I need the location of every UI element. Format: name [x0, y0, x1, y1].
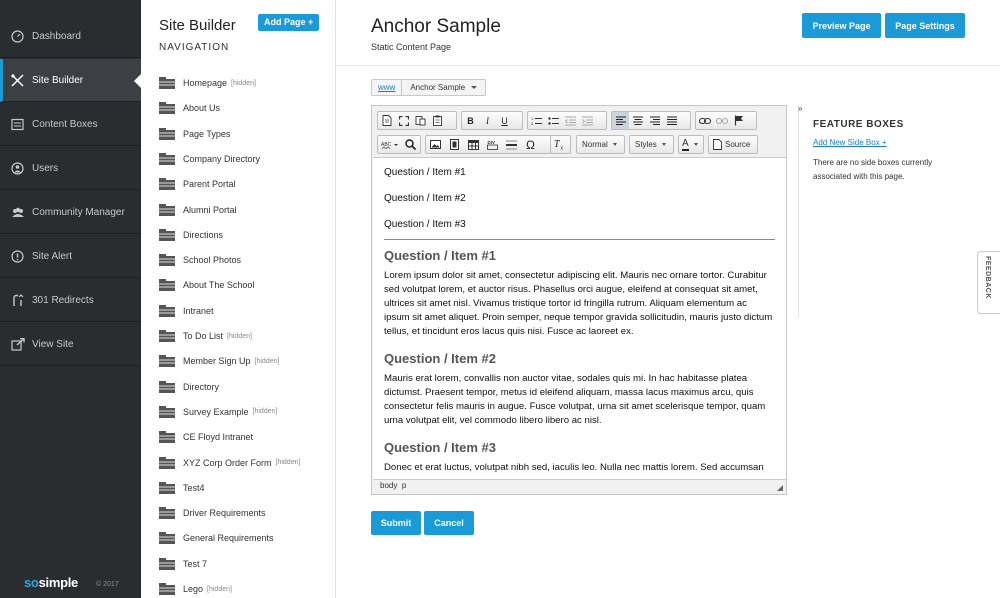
numbered-list-icon[interactable] [528, 112, 545, 129]
bold-button[interactable]: B [467, 115, 474, 126]
page-stack-icon [159, 583, 175, 595]
submit-button[interactable]: Submit [371, 511, 421, 535]
nav-tree-item-label: About The School [183, 280, 255, 291]
nav-tree-item[interactable] [159, 581, 232, 597]
align-justify-icon[interactable] [663, 112, 680, 129]
chevron-down-icon [694, 143, 698, 146]
page-stack-icon [159, 558, 175, 570]
nav-tree-item-label: Member Sign Up [183, 356, 251, 367]
source-document-icon [713, 139, 722, 150]
sidebar-item-label: Users [32, 162, 59, 174]
nav-tree-item-label: To Do List [183, 331, 224, 341]
sidebar-item-label: 301 Redirects [32, 294, 94, 306]
anchor-link-1[interactable]: Question / Item #1 [384, 167, 466, 178]
find-icon[interactable] [402, 136, 419, 153]
element-path [380, 481, 406, 490]
italic-button[interactable]: I [486, 115, 489, 126]
toolbar-group-links [695, 111, 757, 130]
align-right-icon[interactable] [646, 112, 663, 129]
link-icon[interactable] [696, 112, 713, 129]
nav-tree-item[interactable] [159, 126, 230, 142]
hidden-badge: [hidden] [254, 357, 280, 365]
page-type-subtitle: Static Content Page [371, 42, 452, 52]
rich-text-editor [371, 105, 787, 495]
page-stack-icon [159, 178, 175, 190]
nav-tree-item-label: CE Floyd Intranet [183, 432, 254, 443]
outdent-icon[interactable] [562, 112, 579, 129]
content-box-icon [10, 117, 25, 132]
nav-tree-item-label: Alumni Portal [183, 204, 237, 215]
sidebar-item-301-redirects[interactable] [0, 279, 141, 322]
sidebar-item-community-manager[interactable] [0, 191, 141, 234]
nav-tree-item[interactable] [159, 176, 236, 192]
page-stack-icon [159, 406, 175, 418]
horizontal-line-icon[interactable] [502, 136, 521, 153]
add-page-button[interactable]: Add Page + [258, 14, 319, 31]
page-stack-icon [159, 507, 175, 519]
page-stack-icon [159, 279, 175, 291]
sidebar-item-label: Site Alert [32, 250, 73, 262]
nav-tree-item[interactable] [159, 100, 220, 116]
path-p[interactable]: p [401, 481, 407, 490]
sidebar-item-site-alert[interactable] [0, 235, 141, 278]
nav-tree-item-label: Homepage [183, 78, 228, 88]
page-stack-icon [159, 457, 175, 469]
table-icon[interactable] [464, 136, 483, 153]
page-stack-icon [159, 482, 175, 494]
anchor-flag-icon[interactable] [730, 112, 747, 129]
source-button[interactable]: Source [708, 135, 758, 154]
remove-format-icon[interactable] [551, 136, 568, 153]
sidebar-item-site-builder[interactable] [0, 59, 141, 102]
new-page-icon[interactable] [378, 112, 395, 129]
nav-tree-item-label: Lego [183, 584, 204, 594]
nav-tree-item[interactable] [159, 151, 260, 167]
maximize-icon[interactable] [395, 112, 412, 129]
nav-tree-item-label: Directory [183, 381, 220, 392]
external-link-icon [10, 337, 25, 352]
page-stack-icon [159, 355, 175, 367]
div-container-icon[interactable] [483, 136, 502, 153]
breadcrumb [371, 79, 486, 96]
nav-tree-item[interactable] [159, 480, 205, 496]
panel-title: Site Builder [159, 17, 236, 34]
section-body: Donec et erat luctus, volutpat nibh sed, iaculis leo. Nulla nec mattis lorem. Sed accumsan [384, 462, 764, 473]
nav-tree-item-label: Intranet [183, 305, 214, 316]
paste-text-icon[interactable] [412, 112, 429, 129]
nav-tree-item-label: Test 7 [183, 558, 208, 569]
nav-tree-item[interactable] [159, 379, 219, 395]
page-stack-icon [159, 305, 175, 317]
community-icon [10, 205, 25, 220]
text-color-icon: A [682, 137, 689, 149]
svg-text:1: 1 [531, 115, 534, 121]
nav-tree-item[interactable] [159, 530, 274, 546]
nav-tree-item[interactable] [159, 277, 254, 293]
feature-boxes-title: FEATURE BOXES [813, 119, 904, 130]
nav-tree-item[interactable] [159, 505, 266, 521]
section-heading: Question / Item #1 [384, 248, 496, 263]
svg-text:x: x [560, 145, 563, 150]
unlink-icon[interactable] [713, 112, 730, 129]
hidden-badge: [hidden] [207, 585, 232, 593]
styles-select[interactable]: Styles [629, 135, 674, 154]
section-heading: Question / Item #3 [384, 440, 496, 455]
page-stack-icon [159, 254, 175, 266]
resize-handle[interactable] [777, 485, 783, 491]
toolbar-group-basic-styles [461, 111, 523, 130]
underline-button[interactable]: U [501, 115, 508, 126]
nav-tree-item[interactable] [159, 303, 214, 319]
nav-tree-item-label: XYZ Corp Order Form [183, 457, 272, 468]
chevron-down-icon [471, 86, 477, 89]
nav-tree-item-label: Page Types [183, 128, 231, 139]
hidden-badge: [hidden] [275, 459, 301, 466]
bulleted-list-icon[interactable] [545, 112, 562, 129]
nav-tree-item-label: Parent Portal [183, 179, 236, 190]
user-icon [10, 161, 25, 176]
nav-tree-item[interactable] [159, 404, 277, 420]
page-stack-icon [159, 204, 175, 216]
paste-word-icon[interactable] [429, 112, 446, 129]
chevron-down-icon [613, 143, 617, 146]
feature-boxes-divider [798, 105, 799, 317]
navigation-heading: NAVIGATION [159, 42, 230, 53]
sidebar-item-users[interactable] [0, 147, 141, 190]
add-side-box-link[interactable]: Add New Side Box + [813, 138, 887, 147]
spellcheck-dropdown[interactable] [378, 136, 402, 153]
page-stack-icon [159, 330, 175, 342]
nav-tree-item[interactable] [159, 328, 252, 344]
dashboard-gauge-icon [10, 29, 25, 44]
nav-tree-item-label: School Photos [183, 255, 242, 266]
chevron-down-icon [662, 143, 666, 146]
breadcrumb-root-link[interactable]: www [372, 80, 402, 95]
toolbar-group-lists [527, 111, 607, 130]
sidebar-item-label: Content Boxes [32, 118, 98, 130]
toolbar-group-alignment [611, 111, 691, 130]
toolbar-group-insert [425, 135, 559, 154]
svg-text:DIV: DIV [487, 140, 496, 145]
svg-text:T: T [554, 139, 560, 150]
breadcrumb-current-dropdown[interactable]: Anchor Sample [402, 83, 485, 92]
page-stack-icon [159, 128, 175, 140]
toolbar-group-spellcheck [377, 135, 421, 154]
toolbar-group-document [377, 111, 457, 130]
page-title: Anchor Sample [371, 16, 501, 37]
media-icon[interactable] [445, 136, 464, 153]
collapse-toggle-icon[interactable]: » [798, 104, 803, 113]
toolbar-group-clear [550, 135, 571, 154]
page-stack-icon [159, 102, 175, 114]
content-divider [384, 239, 775, 240]
alert-icon [10, 249, 25, 264]
nav-tree-item[interactable] [159, 353, 279, 369]
preview-page-button[interactable]: Preview Page [802, 13, 881, 38]
section-body: Lorem ipsum dolor sit amet, consectetur adipiscing elit. Mauris nec ornare tortor. Curabitur sed volutpat lorem, et auctor risus. Phasellus orci augue, eleifend at consequat sit amet, ultrices sit amet nisl. Vivamus tristique tortor id fringilla rutrum. Aliquam elementum ac ipsum sit amet aliquet. Proin semper, neque tempor gravida sollicitudin, mauris justo dictum tellus, et tincidunt eros lacus quis nisi. Fusce ac laoreet ex. [384, 270, 773, 337]
sidebar-item-label: Dashboard [32, 30, 81, 42]
nav-tree-item-label: Directions [183, 229, 224, 240]
section-heading: Question / Item #2 [384, 351, 496, 366]
align-center-icon[interactable] [629, 112, 646, 129]
redirect-icon [10, 293, 25, 308]
tools-icon [10, 73, 25, 88]
page-stack-icon [159, 153, 175, 165]
nav-tree-item-label: About Us [183, 103, 221, 114]
nav-tree-item-label: General Requirements [183, 533, 274, 544]
align-left-icon[interactable] [612, 112, 629, 129]
image-icon[interactable] [426, 136, 445, 153]
sidebar-item-content-boxes[interactable] [0, 103, 141, 146]
section-body: Mauris erat lorem, convallis non auctor vitae, sodales quis mi. In hac habitasse platea dictumst. Praesent tempor, metus id eleifend aliquam, massa lacus maximus arcu, quis consectetur felis mauris in augue. Fusce volutpat, urna sit amet scelerisque tempor, quam urna volutpat elit, vel commodo libero libero ac nisl. [384, 373, 766, 426]
sidebar-item-label: View Site [32, 338, 74, 350]
anchor-link-3[interactable]: Question / Item #3 [384, 219, 466, 230]
page-stack-icon [159, 229, 175, 241]
sosimple-logo[interactable]: sosimple [24, 575, 78, 590]
nav-tree-item-label: Survey Example [183, 406, 249, 417]
nav-tree-item-label: Company Directory [183, 153, 261, 164]
nav-tree-item[interactable] [159, 556, 207, 572]
nav-tree-item[interactable] [159, 455, 300, 471]
special-character-icon[interactable]: Ω [526, 137, 535, 152]
page-stack-icon [159, 77, 175, 89]
page-stack-icon [159, 431, 175, 443]
nav-tree-item-label: Driver Requirements [183, 508, 266, 519]
path-body[interactable]: body [380, 481, 398, 490]
page-settings-button[interactable]: Page Settings [885, 13, 965, 38]
cancel-button[interactable]: Cancel [424, 511, 474, 535]
svg-text:2: 2 [531, 120, 534, 126]
page-stack-icon [159, 381, 175, 393]
format-select[interactable]: Normal [576, 135, 625, 154]
page-stack-icon [159, 532, 175, 544]
indent-icon[interactable] [579, 112, 596, 129]
editor-content-area[interactable] [373, 157, 786, 480]
text-color-dropdown[interactable] [678, 135, 704, 154]
main-sidebar [0, 0, 141, 598]
no-side-boxes-message: There are no side boxes currently associated with this page. [813, 158, 933, 181]
feedback-tab[interactable]: FEEDBACK [977, 251, 1000, 314]
nav-tree-item-label: Test4 [183, 482, 205, 493]
sidebar-item-label: Community Manager [32, 206, 125, 218]
hidden-badge: [hidden] [227, 332, 252, 340]
nav-tree-item[interactable] [159, 227, 223, 243]
nav-tree-item[interactable] [159, 202, 237, 218]
hidden-badge: [hidden] [231, 79, 256, 87]
copyright-text: © 2017 [96, 581, 119, 588]
nav-tree-item[interactable] [159, 75, 256, 91]
nav-tree-item[interactable] [159, 252, 241, 268]
sidebar-item-view-site[interactable] [0, 323, 141, 366]
header-divider [336, 65, 1000, 66]
site-builder-navigation-panel [141, 0, 336, 598]
svg-text:ABC: ABC [381, 141, 392, 148]
sidebar-item-dashboard[interactable] [0, 15, 141, 58]
sidebar-item-label: Site Builder [32, 74, 84, 86]
hidden-badge: [hidden] [252, 408, 278, 416]
nav-tree-item[interactable] [159, 429, 253, 445]
anchor-link-2[interactable]: Question / Item #2 [384, 193, 466, 204]
